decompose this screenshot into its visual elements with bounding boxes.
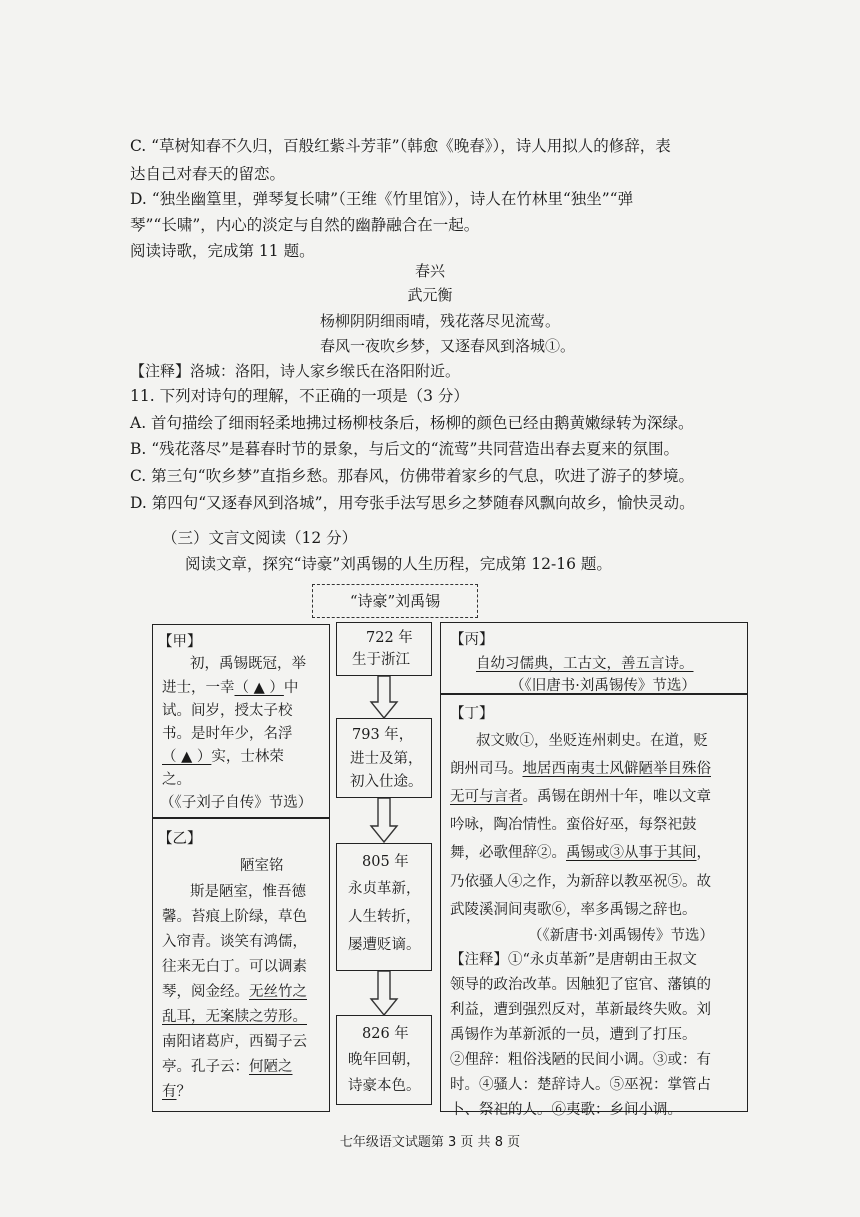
timeline-805-text2: 人生转折， bbox=[348, 909, 421, 925]
timeline-793-text1: 进士及第， bbox=[350, 751, 423, 767]
yi-line5: 琴，阅金经。无丝竹之 bbox=[162, 984, 307, 1000]
diagram-title: “诗豪”刘禹锡 bbox=[349, 592, 441, 610]
timeline-826-text1: 晚年回朝， bbox=[348, 1052, 421, 1068]
timeline-arrow-2 bbox=[368, 798, 400, 844]
bing-heading: 【丙】 bbox=[450, 632, 494, 648]
poem-line-2: 春风一夜吹乡梦，又逐春风到洛城①。 bbox=[320, 337, 576, 355]
option-c-line2: 达自己对春天的留恋。 bbox=[130, 165, 286, 183]
jia-heading: 【甲】 bbox=[158, 634, 202, 650]
yi-line9: 有？ bbox=[162, 1084, 191, 1100]
ding-note6: 时。④骚人：楚辞诗人。⑤巫祝：掌管占 bbox=[450, 1077, 711, 1093]
timeline-826-text2: 诗豪本色。 bbox=[348, 1078, 421, 1094]
jia-line3: 试。间岁，授太子校 bbox=[162, 703, 293, 719]
section-3-instruction: 阅读文章，探究“诗豪”刘禹锡的人生历程，完成第 12-16 题。 bbox=[185, 555, 612, 573]
ding-line6: 乃依骚人④之作，为新辞以教巫祝⑤。故 bbox=[450, 874, 711, 890]
section-3-title: （三）文言文阅读（12 分） bbox=[162, 529, 358, 547]
ding-line2: 朗州司马。地居西南夷士风僻陋举目殊俗 bbox=[450, 761, 711, 777]
timeline-805-text1: 永贞革新， bbox=[348, 881, 421, 897]
timeline-826-year: 826 年 bbox=[362, 1026, 409, 1042]
timeline-793-year: 793 年， bbox=[352, 727, 414, 743]
timeline-805-year: 805 年 bbox=[362, 854, 409, 870]
yi-title: 陋室铭 bbox=[240, 858, 284, 874]
q11-option-c: C. 第三句“吹乡梦”直指乡愁。那春风，仿佛带着家乡的气息，吹进了游子的梦境。 bbox=[130, 467, 695, 485]
bing-line1: 自幼习儒典，工古文，善五言诗。 bbox=[476, 656, 694, 672]
option-c-line1: C. “草树知春不久归，百般红紫斗芳菲”（韩愈《晚春》），诗人用拟人的修辞，表 bbox=[130, 137, 671, 155]
ding-heading: 【丁】 bbox=[450, 706, 494, 722]
ding-note5: ②俚辞：粗俗浅陋的民间小调。③或：有 bbox=[450, 1052, 711, 1068]
yi-line1: 斯是陋室，惟吾德 bbox=[190, 884, 306, 900]
ding-note4: 禹锡作为革新派的一员，遭到了打压。 bbox=[450, 1027, 697, 1043]
ding-note2: 领导的政治改革。因触犯了宦官、藩镇的 bbox=[450, 977, 711, 993]
ding-note3: 利益，遭到强烈反对，革新最终失败。刘 bbox=[450, 1002, 711, 1018]
jia-blank-1: （ ▲ ） bbox=[234, 680, 284, 696]
ding-note1: 【注释】①“永贞革新”是唐朝由王叔文 bbox=[450, 952, 697, 968]
timeline-793-text2: 初入仕途。 bbox=[350, 774, 423, 790]
jia-line2: 进士，一幸（ ▲ ）中 bbox=[162, 680, 299, 696]
ding-source: （《新唐书·刘禹锡传》节选） bbox=[528, 928, 714, 944]
jia-line5: （ ▲ ）实，士林荣 bbox=[162, 749, 284, 765]
yi-line7: 南阳诸葛庐，西蜀子云 bbox=[162, 1034, 307, 1050]
yi-line2: 馨。苔痕上阶绿，草色 bbox=[162, 909, 307, 925]
poem-note: 【注释】洛城：洛阳，诗人家乡缑氏在洛阳附近。 bbox=[130, 362, 461, 380]
timeline-arrow-3 bbox=[368, 971, 400, 1017]
ding-line5: 舞，必歌俚辞②。禹锡或③从事于其间， bbox=[450, 845, 711, 861]
yi-line3: 入帘青。谈笑有鸿儒， bbox=[162, 934, 307, 950]
poem-title: 春兴 bbox=[414, 262, 445, 280]
question-11-instruction: 阅读诗歌，完成第 11 题。 bbox=[130, 242, 315, 260]
timeline-805-text3: 屡遭贬谪。 bbox=[348, 937, 421, 953]
q11-option-d: D. 第四句“又逐春风到洛城”，用夸张手法写思乡之梦随春风飘向故乡，愉快灵动。 bbox=[130, 494, 695, 512]
jia-line6: 之。 bbox=[162, 772, 191, 788]
jia-blank-2: （ ▲ ） bbox=[162, 749, 212, 765]
option-d-line1: D. “独坐幽篁里，弹琴复长啸”（王维《竹里馆》），诗人在竹林里“独坐”“弹 bbox=[130, 190, 634, 208]
ding-line4: 吟咏，陶冶情性。蛮俗好巫，每祭祀鼓 bbox=[450, 817, 697, 833]
poem-line-1: 杨柳阴阴细雨晴，残花落尽见流莺。 bbox=[320, 312, 561, 330]
q11-stem: 11. 下列对诗句的理解，不正确的一项是（3 分） bbox=[130, 387, 469, 405]
ding-note7: 卜、祭祀的人。⑥夷歌：乡间小调。 bbox=[450, 1102, 682, 1118]
yi-line8: 亭。孔子云：何陋之 bbox=[162, 1059, 293, 1075]
option-d-line2: 琴”“长啸”，内心的淡定与自然的幽静融合在一起。 bbox=[130, 216, 480, 234]
jia-source: （《子刘子自传》节选） bbox=[160, 795, 313, 811]
page-footer: 七年级语文试题第 3 页 共 8 页 bbox=[339, 1135, 521, 1150]
q11-option-a: A. 首句描绘了细雨轻柔地拂过杨柳枝条后，杨柳的颜色已经由鹅黄嫩绿转为深绿。 bbox=[130, 414, 694, 432]
jia-line4: 书。是时年少，名浮 bbox=[162, 726, 293, 742]
jia-line1: 初，禹锡既冠，举 bbox=[190, 656, 306, 672]
ding-line7: 武陵溪洞间夷歌⑥，率多禹锡之辞也。 bbox=[450, 902, 697, 918]
poem-author: 武元衡 bbox=[407, 286, 453, 304]
timeline-arrow-1 bbox=[368, 676, 400, 720]
timeline-722-text: 生于浙江 bbox=[352, 652, 410, 668]
ding-line1: 叔文败①，坐贬连州刺史。在道，贬 bbox=[476, 733, 708, 749]
yi-heading: 【乙】 bbox=[158, 831, 202, 847]
ding-line3: 无可与言者。禹锡在朗州十年，唯以文章 bbox=[450, 789, 711, 805]
yi-line6: 乱耳，无案牍之劳形。 bbox=[162, 1009, 307, 1025]
q11-option-b: B. “残花落尽”是暮春时节的景象，与后文的“流莺”共同营造出春去夏来的氛围。 bbox=[130, 440, 679, 458]
yi-line4: 往来无白丁。可以调素 bbox=[162, 959, 307, 975]
timeline-722-year: 722 年 bbox=[366, 630, 413, 646]
bing-source: （《旧唐书·刘禹锡传》节选） bbox=[510, 678, 696, 694]
